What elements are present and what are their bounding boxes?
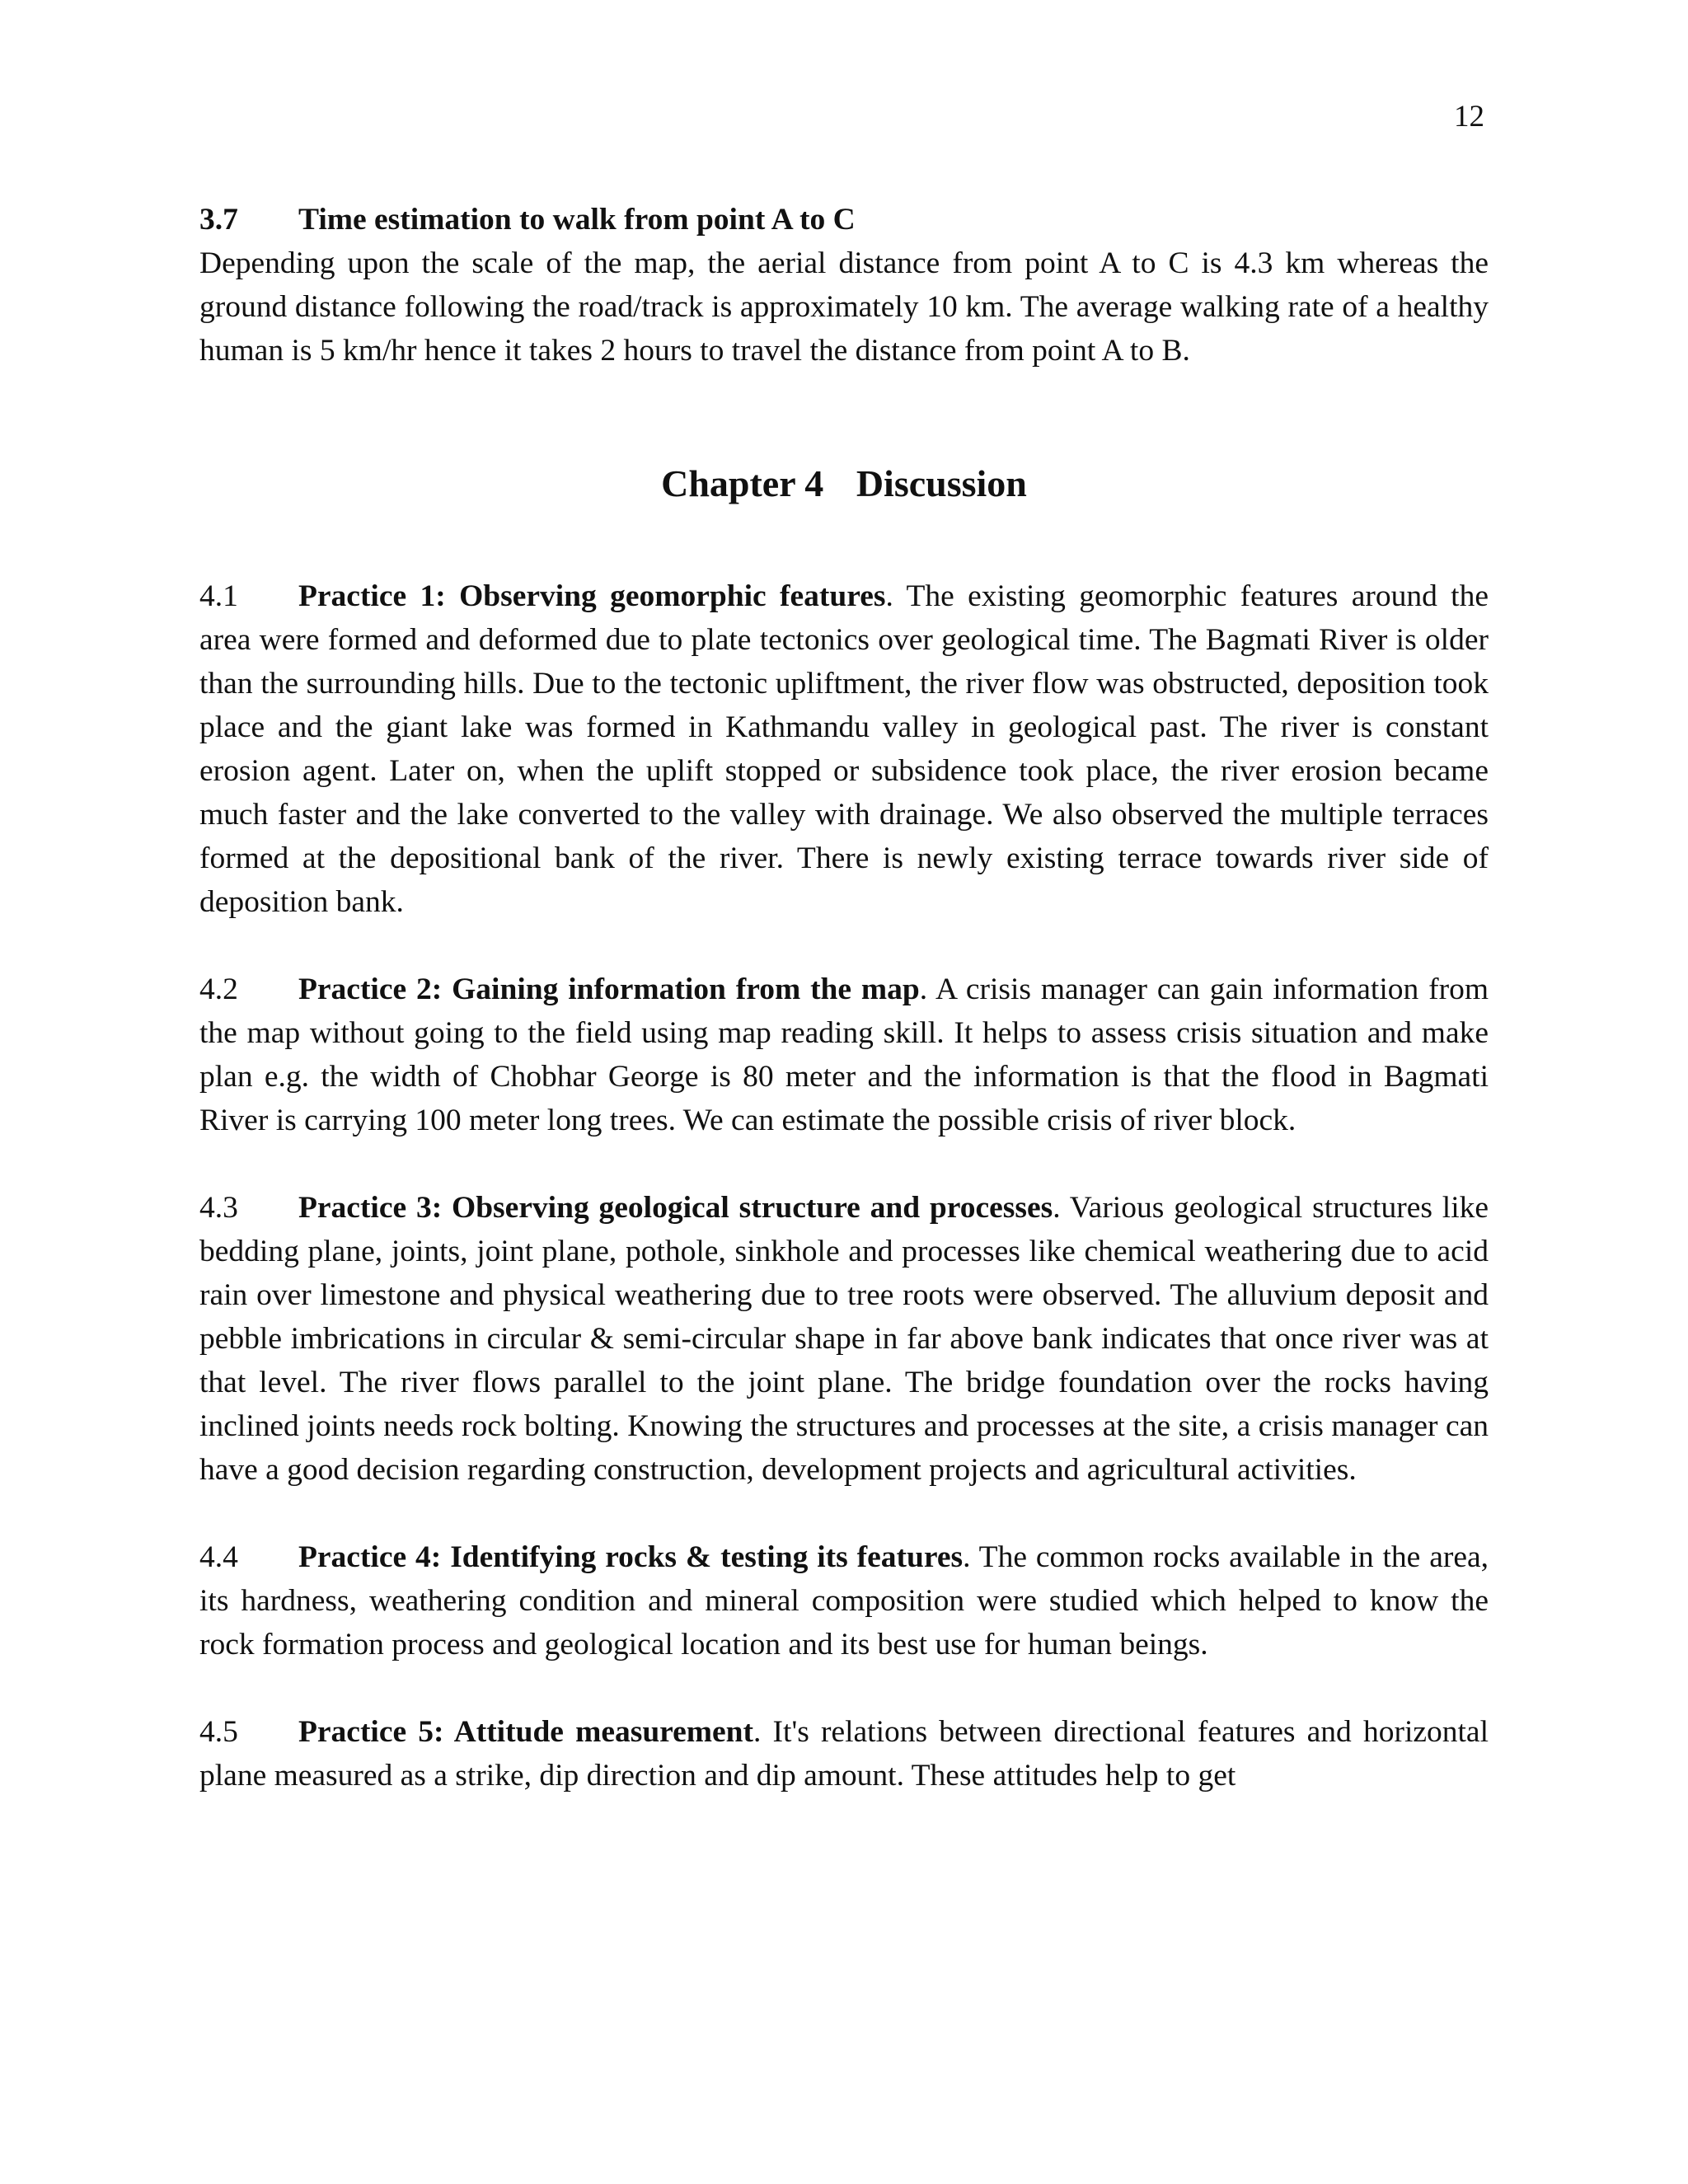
document-body <box>199 198 1489 1797</box>
chapter-title: Discussion <box>856 462 1027 504</box>
paragraph-body: . It's relations between directional features and horizontal plane measured as a strike, dip direction and dip amount. These attitudes help to get <box>199 1715 1489 1793</box>
paragraph-title: Practice 3: Observing geological structure and processes <box>298 1191 1053 1225</box>
paragraph-number: 4.4 <box>199 1540 238 1574</box>
section-title: Time estimation to walk from point A to C <box>298 203 856 237</box>
paragraph-title: Practice 2: Gaining information from the map <box>298 972 920 1006</box>
paragraph-body: . The existing geomorphic features around the area were formed and deformed due to plate tectonics over geological time. The Bagmati River is older than the surrounding hills. Due to the tectonic upliftment, the river flow was obstructed, deposition took place and the giant lake was formed in Kathmandu valley in geological past. The river is constant erosion agent. Later on, when the uplift stopped or subsidence took place, the river erosion became much faster and the lake converted to the valley with drainage. We also observed the multiple terraces formed at the depositional bank of the river. There is newly existing terrace towards river side of deposition bank. <box>199 579 1489 919</box>
paragraph-body: . Various geological structures like bedding plane, joints, joint plane, pothole, sinkhole and processes like chemical weathering due to acid rain over limestone and physical weathering due to tree roots were observed. The alluvium deposit and pebble imbrications in circular & semi-circular shape in far above bank indicates that once river was at that level. The river flows parallel to the joint plane. The bridge foundation over the rocks having inclined joints needs rock bolting. Knowing the structures and processes at the site, a crisis manager can have a good decision regarding construction, development projects and agricultural activities. <box>199 1191 1489 1487</box>
paragraph-title: Practice 4: Identifying rocks & testing its features <box>298 1540 964 1574</box>
paragraph-4-1 <box>199 574 1489 924</box>
paragraph-4-4 <box>199 1535 1489 1666</box>
paragraph-number: 4.1 <box>199 579 238 613</box>
section-3-7-body: Depending upon the scale of the map, the aerial distance from point A to C is 4.3 km whereas the ground distance following the road/track is approximately 10 km. The average walking rate of a healthy human is 5 km/hr hence it takes 2 hours to travel the distance from point A to B. <box>199 246 1489 368</box>
paragraph-number: 4.3 <box>199 1191 238 1225</box>
chapter-heading <box>199 459 1489 509</box>
paragraph-body: . A crisis manager can gain information from the map without going to the field using map reading skill. It helps to assess crisis situation and make plan e.g. the width of Chobhar George is 80 meter and the information is that the flood in Bagmati River is carrying 100 meter long trees. We can estimate the possible crisis of river block. <box>199 972 1489 1137</box>
paragraph-number: 4.5 <box>199 1715 238 1749</box>
page-number: 12 <box>1454 100 1484 134</box>
section-number: 3.7 <box>199 203 238 237</box>
paragraph-4-2 <box>199 968 1489 1142</box>
section-heading-3-7 <box>199 198 1489 241</box>
paragraph-title: Practice 1: Observing geomorphic features <box>298 579 886 613</box>
chapter-label: Chapter 4 <box>661 462 824 504</box>
paragraph-title: Practice 5: Attitude measurement <box>298 1715 754 1749</box>
paragraph-4-5 <box>199 1710 1489 1797</box>
paragraph-4-3 <box>199 1186 1489 1492</box>
paragraph-number: 4.2 <box>199 972 238 1006</box>
paragraph-body: . The common rocks available in the area, its hardness, weathering condition and mineral composition were studied which helped to know the rock formation process and geological location and its best use for human beings. <box>199 1540 1489 1661</box>
